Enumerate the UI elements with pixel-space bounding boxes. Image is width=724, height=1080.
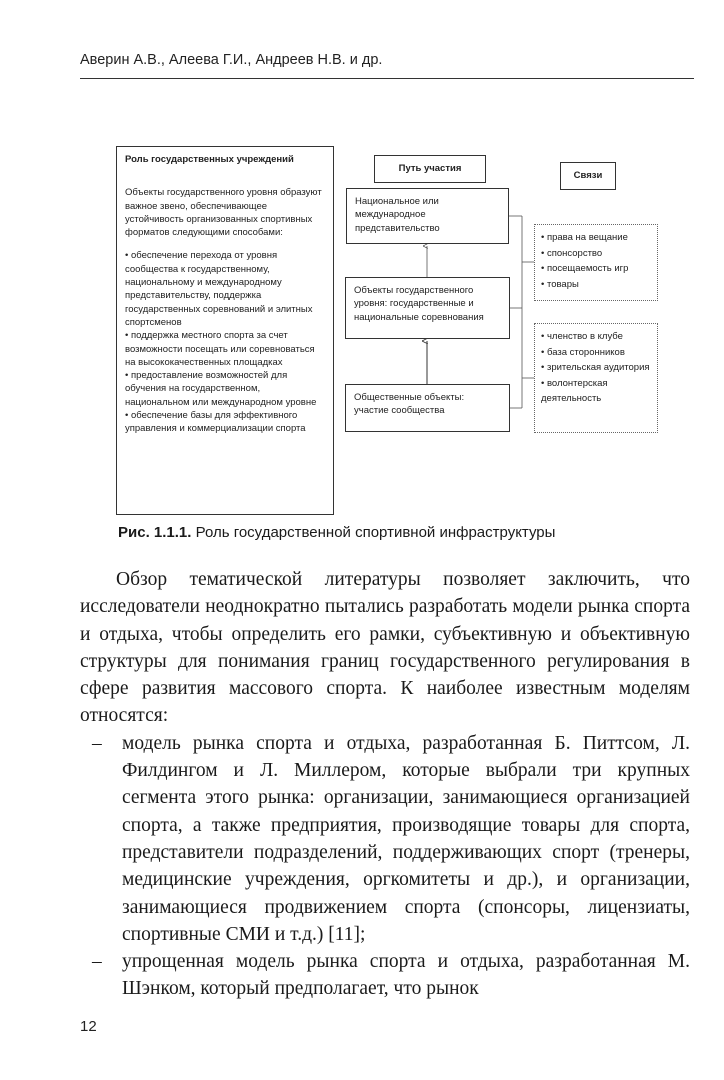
- links-item: • зрительская аудитория: [541, 360, 651, 376]
- roles-box: [116, 146, 334, 515]
- roles-list: [125, 249, 325, 435]
- links-group-bottom: [534, 323, 658, 433]
- node-state-level: Объекты государственного уровня: государственные и национальные соревнования: [345, 277, 510, 339]
- links-group-top: [534, 224, 658, 301]
- figure-caption-label: Рис. 1.1.1.: [118, 524, 192, 541]
- list-item-text: упрощенная модель рынка спорта и отдыха, разработанная М. Шэнком, который предполагает, что рынок: [122, 951, 690, 1000]
- roles-box-title: Роль государственных учреждений: [125, 154, 294, 165]
- path-header-box: Путь участия: [374, 155, 486, 183]
- list-dash: –: [92, 732, 102, 754]
- links-header-box: Связи: [560, 162, 616, 190]
- page-number: 12: [80, 1018, 97, 1035]
- links-item: • база сторонников: [541, 345, 651, 361]
- links-item: • права на вещание: [541, 230, 651, 246]
- list-item: [80, 730, 690, 948]
- roles-list-item: • предоставление возможностей для обучения на государственном, национальном или международном уровне: [125, 369, 325, 409]
- running-header: Аверин А.В., Алеева Г.И., Андреев Н.В. и др.: [80, 52, 383, 68]
- roles-box-intro: Объекты государственного уровня образуют важное звено, обеспечивающее устойчивость организованных спортивных форматов следующими способами:: [125, 187, 322, 239]
- roles-list-item: • поддержка местного спорта за счет возможности посещать или соревноваться на высококачественных площадках: [125, 329, 325, 369]
- body-text: [80, 566, 690, 1003]
- node-international: Национальное или международное представительство: [346, 188, 509, 244]
- node-community: Общественные объекты: участие сообщества: [345, 384, 510, 432]
- list-dash: –: [92, 951, 102, 973]
- body-paragraph: Обзор тематической литературы позволяет заключить, что исследователи неоднократно пытались разработать модели рынка спорта и отдыха, чтобы определить его рамки, субъективную и объективную структуры для понимания границ государственного регулирования в сфере развития массового спорта. К наиболее известным моделям относятся:: [80, 569, 690, 727]
- links-item: • посещаемость игр: [541, 261, 651, 277]
- list-item-text: модель рынка спорта и отдыха, разработанная Б. Питтсом, Л. Филдингом и Л. Миллером, которые выбрали три крупных сегмента этого рынка: организации, занимающиеся организацией спорта, а также предприятия, производящие товары для спорта, представители подразделений, поддерживающих спорт (тренеры, медицинские учреждения, оргкомитеты и др.), и организации, занимающиеся продвижением спорта (спонсоры, лицензиаты, спортивные СМИ и т.д.) [11];: [122, 732, 690, 945]
- links-item: • членство в клубе: [541, 329, 651, 345]
- links-item: • товары: [541, 277, 651, 293]
- figure-caption: [118, 524, 678, 541]
- roles-list-item: • обеспечение базы для эффективного управления и коммерциализации спорта: [125, 409, 325, 436]
- links-item: • спонсорство: [541, 246, 651, 262]
- figure-caption-text: Роль государственной спортивной инфраструктуры: [195, 524, 556, 541]
- list-item: [80, 948, 690, 1003]
- roles-list-item: • обеспечение перехода от уровня сообщества к государственному, национальному и международному представительству, поддержка государственных соревнований и элитных спортсменов: [125, 249, 325, 329]
- links-item: • волонтерская деятельность: [541, 376, 651, 407]
